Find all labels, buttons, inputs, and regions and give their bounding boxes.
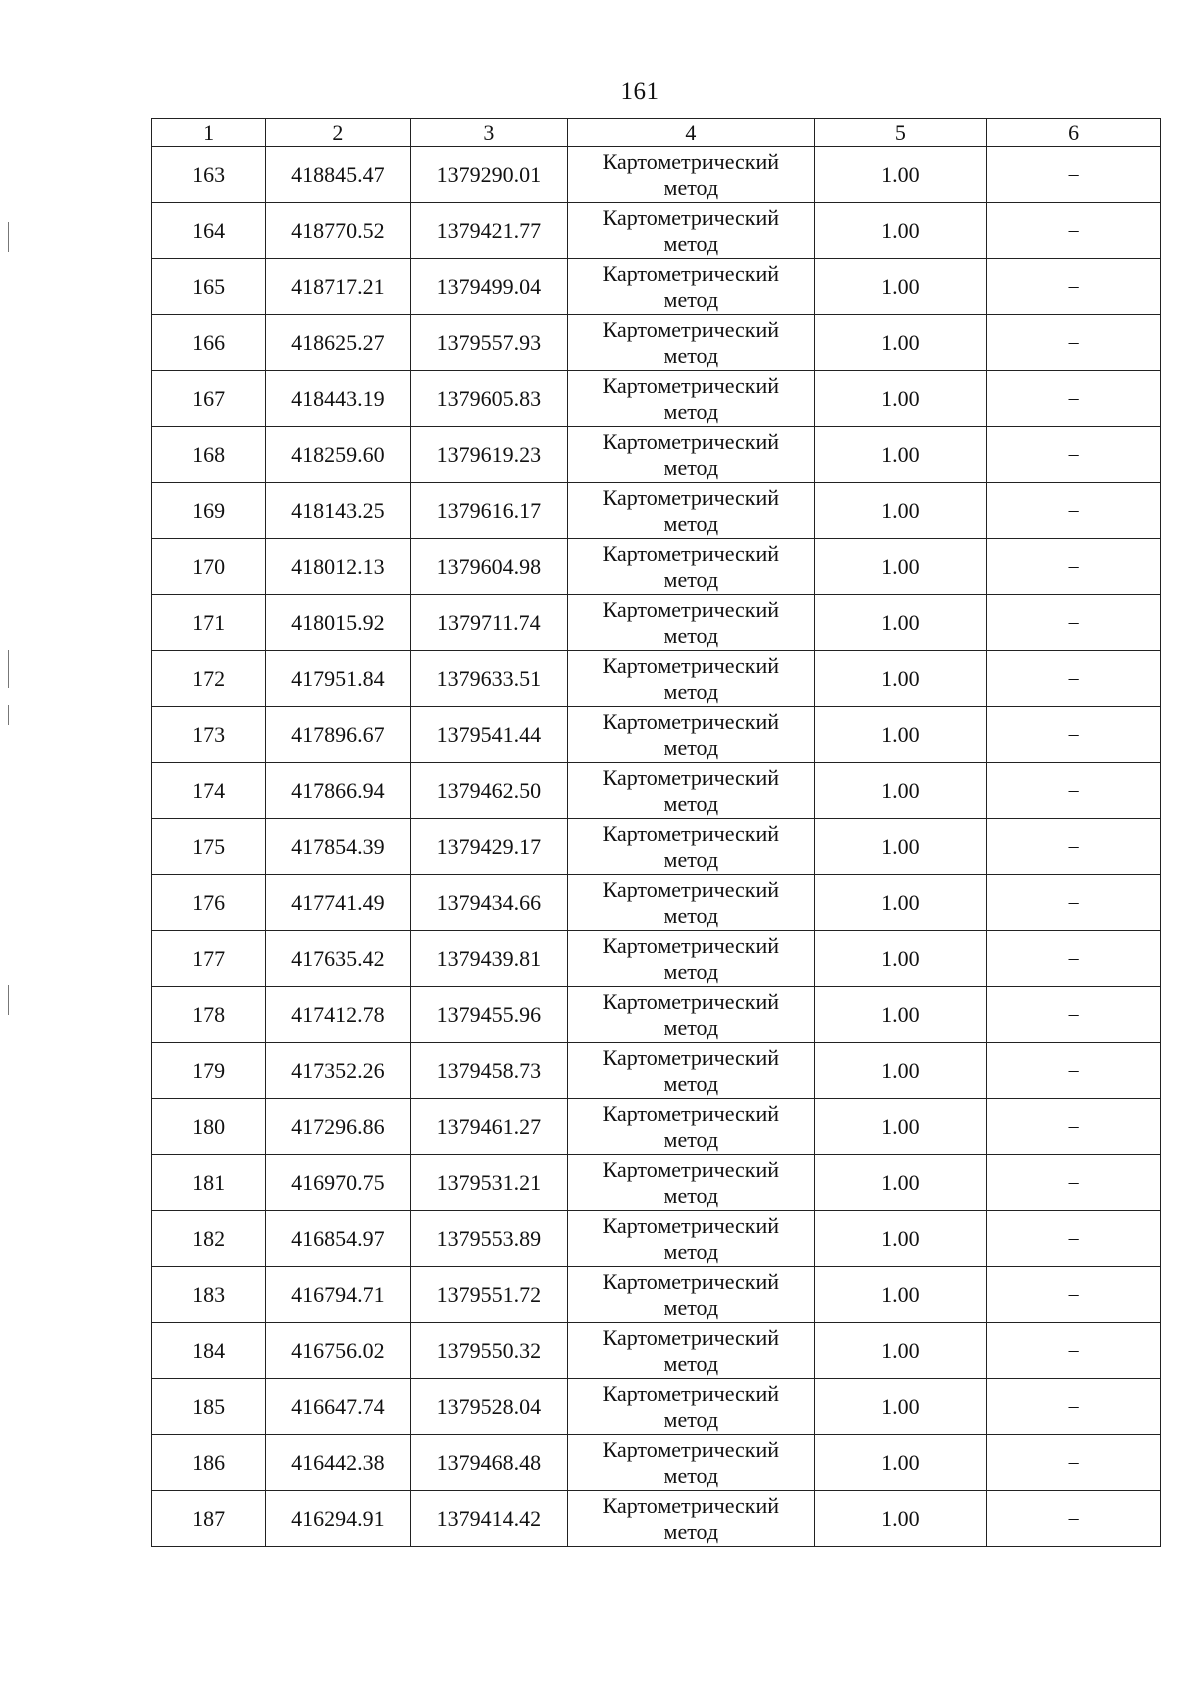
method-line: метод (663, 678, 719, 704)
x-coordinate-cell: 418259.60 (266, 427, 410, 483)
accuracy-cell: 1.00 (814, 203, 987, 259)
table-row (152, 147, 1161, 203)
point-number-cell: 176 (152, 875, 266, 931)
table-row (152, 1491, 1161, 1547)
y-coordinate-cell: 1379290.01 (410, 147, 568, 203)
method-line: Картометрический (602, 540, 780, 566)
accuracy-cell: 1.00 (814, 371, 987, 427)
method-line: метод (663, 1294, 719, 1320)
method-cell (568, 203, 814, 259)
accuracy-cell: 1.00 (814, 1323, 987, 1379)
accuracy-cell: 1.00 (814, 819, 987, 875)
point-number-cell: 174 (152, 763, 266, 819)
x-coordinate-cell: 416756.02 (266, 1323, 410, 1379)
note-cell: – (987, 595, 1161, 651)
method-line: Картометрический (602, 484, 780, 510)
note-cell: – (987, 315, 1161, 371)
table-row (152, 1155, 1161, 1211)
x-coordinate-cell: 418015.92 (266, 595, 410, 651)
x-coordinate-cell: 417296.86 (266, 1099, 410, 1155)
note-cell: – (987, 1267, 1161, 1323)
method-line: метод (663, 1014, 719, 1040)
table-row (152, 1099, 1161, 1155)
x-coordinate-cell: 416647.74 (266, 1379, 410, 1435)
method-line: метод (663, 1126, 719, 1152)
method-line: Картометрический (602, 820, 780, 846)
note-cell: – (987, 483, 1161, 539)
point-number-cell: 182 (152, 1211, 266, 1267)
table-row (152, 595, 1161, 651)
x-coordinate-cell: 417896.67 (266, 707, 410, 763)
method-cell (568, 1267, 814, 1323)
method-line: метод (663, 454, 719, 480)
method-line: метод (663, 790, 719, 816)
table-row (152, 427, 1161, 483)
table-row (152, 1323, 1161, 1379)
x-coordinate-cell: 417741.49 (266, 875, 410, 931)
note-cell: – (987, 1155, 1161, 1211)
table-row (152, 483, 1161, 539)
note-cell: – (987, 651, 1161, 707)
accuracy-cell: 1.00 (814, 1267, 987, 1323)
x-coordinate-cell: 417951.84 (266, 651, 410, 707)
method-cell (568, 651, 814, 707)
x-coordinate-cell: 418770.52 (266, 203, 410, 259)
table-row (152, 931, 1161, 987)
y-coordinate-cell: 1379541.44 (410, 707, 568, 763)
method-line: Картометрический (602, 148, 780, 174)
accuracy-cell: 1.00 (814, 1155, 987, 1211)
column-header: 3 (410, 119, 568, 147)
point-number-cell: 172 (152, 651, 266, 707)
x-coordinate-cell: 418717.21 (266, 259, 410, 315)
method-cell (568, 259, 814, 315)
y-coordinate-cell: 1379531.21 (410, 1155, 568, 1211)
column-header: 2 (266, 119, 410, 147)
table-row (152, 987, 1161, 1043)
method-line: Картометрический (602, 652, 780, 678)
method-line: Картометрический (602, 1156, 780, 1182)
column-header: 4 (568, 119, 814, 147)
method-line: Картометрический (602, 708, 780, 734)
table-row (152, 371, 1161, 427)
point-number-cell: 169 (152, 483, 266, 539)
table-row (152, 539, 1161, 595)
note-cell: – (987, 1435, 1161, 1491)
method-line: метод (663, 734, 719, 760)
column-header: 5 (814, 119, 987, 147)
y-coordinate-cell: 1379619.23 (410, 427, 568, 483)
point-number-cell: 179 (152, 1043, 266, 1099)
method-line: Картометрический (602, 876, 780, 902)
table-row (152, 1435, 1161, 1491)
point-number-cell: 175 (152, 819, 266, 875)
method-line: Картометрический (602, 1044, 780, 1070)
accuracy-cell: 1.00 (814, 147, 987, 203)
accuracy-cell: 1.00 (814, 539, 987, 595)
method-line: Картометрический (602, 372, 780, 398)
note-cell: – (987, 1323, 1161, 1379)
method-cell (568, 707, 814, 763)
scan-mark (8, 985, 9, 1015)
note-cell: – (987, 259, 1161, 315)
y-coordinate-cell: 1379455.96 (410, 987, 568, 1043)
coordinates-table (151, 118, 1161, 1547)
method-cell (568, 147, 814, 203)
column-header: 6 (987, 119, 1161, 147)
point-number-cell: 167 (152, 371, 266, 427)
accuracy-cell: 1.00 (814, 1043, 987, 1099)
table-body (152, 147, 1161, 1547)
point-number-cell: 170 (152, 539, 266, 595)
y-coordinate-cell: 1379551.72 (410, 1267, 568, 1323)
method-cell (568, 819, 814, 875)
point-number-cell: 166 (152, 315, 266, 371)
page-number: 161 (620, 78, 660, 105)
method-line: Картометрический (602, 1212, 780, 1238)
point-number-cell: 173 (152, 707, 266, 763)
y-coordinate-cell: 1379633.51 (410, 651, 568, 707)
x-coordinate-cell: 418625.27 (266, 315, 410, 371)
table-row (152, 259, 1161, 315)
x-coordinate-cell: 416854.97 (266, 1211, 410, 1267)
accuracy-cell: 1.00 (814, 931, 987, 987)
table-row (152, 315, 1161, 371)
note-cell: – (987, 539, 1161, 595)
method-line: метод (663, 1406, 719, 1432)
point-number-cell: 168 (152, 427, 266, 483)
note-cell: – (987, 371, 1161, 427)
accuracy-cell: 1.00 (814, 595, 987, 651)
y-coordinate-cell: 1379458.73 (410, 1043, 568, 1099)
method-cell (568, 875, 814, 931)
method-line: Картометрический (602, 1324, 780, 1350)
accuracy-cell: 1.00 (814, 1099, 987, 1155)
table-row (152, 1043, 1161, 1099)
method-line: Картометрический (602, 428, 780, 454)
table-row (152, 763, 1161, 819)
y-coordinate-cell: 1379550.32 (410, 1323, 568, 1379)
note-cell: – (987, 987, 1161, 1043)
note-cell: – (987, 1491, 1161, 1547)
scan-mark (8, 222, 9, 252)
note-cell: – (987, 1043, 1161, 1099)
method-line: метод (663, 846, 719, 872)
table-row (152, 1211, 1161, 1267)
point-number-cell: 171 (152, 595, 266, 651)
point-number-cell: 180 (152, 1099, 266, 1155)
method-line: метод (663, 230, 719, 256)
method-line: Картометрический (602, 1492, 780, 1518)
x-coordinate-cell: 417866.94 (266, 763, 410, 819)
method-cell (568, 1379, 814, 1435)
method-line: метод (663, 174, 719, 200)
method-line: метод (663, 902, 719, 928)
x-coordinate-cell: 418845.47 (266, 147, 410, 203)
x-coordinate-cell: 416294.91 (266, 1491, 410, 1547)
table-row (152, 819, 1161, 875)
method-line: Картометрический (602, 316, 780, 342)
method-line: метод (663, 510, 719, 536)
point-number-cell: 164 (152, 203, 266, 259)
method-line: метод (663, 1182, 719, 1208)
method-cell (568, 595, 814, 651)
method-line: метод (663, 566, 719, 592)
x-coordinate-cell: 417854.39 (266, 819, 410, 875)
y-coordinate-cell: 1379557.93 (410, 315, 568, 371)
method-line: Картометрический (602, 204, 780, 230)
accuracy-cell: 1.00 (814, 1491, 987, 1547)
accuracy-cell: 1.00 (814, 483, 987, 539)
point-number-cell: 178 (152, 987, 266, 1043)
table-row (152, 1379, 1161, 1435)
table-header (152, 119, 1161, 147)
note-cell: – (987, 875, 1161, 931)
column-header: 1 (152, 119, 266, 147)
note-cell: – (987, 707, 1161, 763)
method-line: Картометрический (602, 596, 780, 622)
method-cell (568, 1043, 814, 1099)
method-line: метод (663, 1518, 719, 1544)
note-cell: – (987, 763, 1161, 819)
note-cell: – (987, 1099, 1161, 1155)
note-cell: – (987, 427, 1161, 483)
table-row (152, 1267, 1161, 1323)
method-line: метод (663, 1350, 719, 1376)
method-line: метод (663, 286, 719, 312)
header-row (152, 119, 1161, 147)
point-number-cell: 185 (152, 1379, 266, 1435)
method-line: Картометрический (602, 1380, 780, 1406)
method-cell (568, 1211, 814, 1267)
method-cell (568, 763, 814, 819)
y-coordinate-cell: 1379616.17 (410, 483, 568, 539)
method-cell (568, 1099, 814, 1155)
accuracy-cell: 1.00 (814, 763, 987, 819)
point-number-cell: 183 (152, 1267, 266, 1323)
method-cell (568, 1323, 814, 1379)
method-line: метод (663, 1238, 719, 1264)
accuracy-cell: 1.00 (814, 707, 987, 763)
point-number-cell: 187 (152, 1491, 266, 1547)
method-cell (568, 539, 814, 595)
y-coordinate-cell: 1379711.74 (410, 595, 568, 651)
method-line: метод (663, 1462, 719, 1488)
method-cell (568, 371, 814, 427)
x-coordinate-cell: 417352.26 (266, 1043, 410, 1099)
y-coordinate-cell: 1379462.50 (410, 763, 568, 819)
y-coordinate-cell: 1379429.17 (410, 819, 568, 875)
method-line: Картометрический (602, 260, 780, 286)
x-coordinate-cell: 416442.38 (266, 1435, 410, 1491)
accuracy-cell: 1.00 (814, 315, 987, 371)
table-row (152, 203, 1161, 259)
y-coordinate-cell: 1379461.27 (410, 1099, 568, 1155)
x-coordinate-cell: 417635.42 (266, 931, 410, 987)
point-number-cell: 184 (152, 1323, 266, 1379)
method-line: метод (663, 1070, 719, 1096)
method-cell (568, 987, 814, 1043)
note-cell: – (987, 1211, 1161, 1267)
accuracy-cell: 1.00 (814, 651, 987, 707)
method-cell (568, 483, 814, 539)
scan-mark (8, 705, 9, 725)
accuracy-cell: 1.00 (814, 987, 987, 1043)
accuracy-cell: 1.00 (814, 1379, 987, 1435)
accuracy-cell: 1.00 (814, 427, 987, 483)
method-line: Картометрический (602, 988, 780, 1014)
point-number-cell: 165 (152, 259, 266, 315)
note-cell: – (987, 147, 1161, 203)
table-row (152, 651, 1161, 707)
method-cell (568, 315, 814, 371)
note-cell: – (987, 1379, 1161, 1435)
table-row (152, 707, 1161, 763)
y-coordinate-cell: 1379605.83 (410, 371, 568, 427)
method-line: Картометрический (602, 764, 780, 790)
note-cell: – (987, 931, 1161, 987)
y-coordinate-cell: 1379421.77 (410, 203, 568, 259)
accuracy-cell: 1.00 (814, 1211, 987, 1267)
method-line: Картометрический (602, 1268, 780, 1294)
method-line: метод (663, 398, 719, 424)
method-line: метод (663, 958, 719, 984)
x-coordinate-cell: 416970.75 (266, 1155, 410, 1211)
y-coordinate-cell: 1379468.48 (410, 1435, 568, 1491)
accuracy-cell: 1.00 (814, 875, 987, 931)
accuracy-cell: 1.00 (814, 259, 987, 315)
point-number-cell: 163 (152, 147, 266, 203)
point-number-cell: 186 (152, 1435, 266, 1491)
method-cell (568, 427, 814, 483)
y-coordinate-cell: 1379434.66 (410, 875, 568, 931)
method-cell (568, 931, 814, 987)
method-cell (568, 1435, 814, 1491)
x-coordinate-cell: 416794.71 (266, 1267, 410, 1323)
accuracy-cell: 1.00 (814, 1435, 987, 1491)
method-line: метод (663, 622, 719, 648)
method-line: Картометрический (602, 932, 780, 958)
y-coordinate-cell: 1379604.98 (410, 539, 568, 595)
method-line: метод (663, 342, 719, 368)
method-cell (568, 1155, 814, 1211)
method-cell (568, 1491, 814, 1547)
note-cell: – (987, 203, 1161, 259)
point-number-cell: 177 (152, 931, 266, 987)
y-coordinate-cell: 1379528.04 (410, 1379, 568, 1435)
x-coordinate-cell: 418443.19 (266, 371, 410, 427)
table-row (152, 875, 1161, 931)
x-coordinate-cell: 418012.13 (266, 539, 410, 595)
x-coordinate-cell: 418143.25 (266, 483, 410, 539)
point-number-cell: 181 (152, 1155, 266, 1211)
note-cell: – (987, 819, 1161, 875)
method-line: Картометрический (602, 1100, 780, 1126)
y-coordinate-cell: 1379553.89 (410, 1211, 568, 1267)
method-line: Картометрический (602, 1436, 780, 1462)
scan-mark (8, 650, 9, 688)
x-coordinate-cell: 417412.78 (266, 987, 410, 1043)
y-coordinate-cell: 1379499.04 (410, 259, 568, 315)
y-coordinate-cell: 1379439.81 (410, 931, 568, 987)
y-coordinate-cell: 1379414.42 (410, 1491, 568, 1547)
